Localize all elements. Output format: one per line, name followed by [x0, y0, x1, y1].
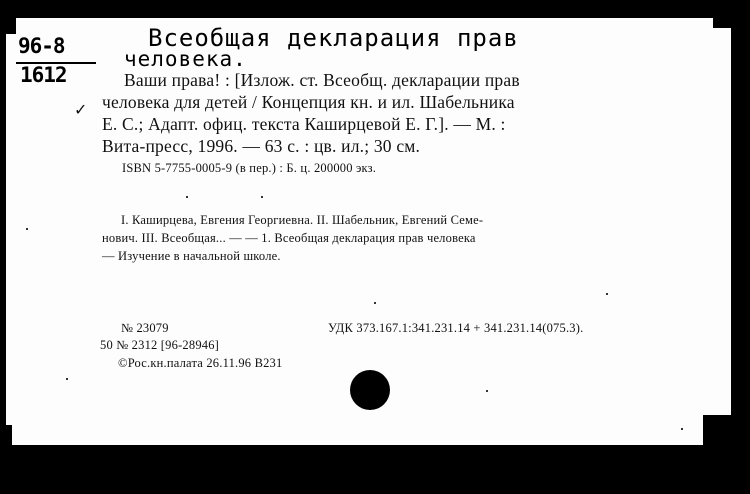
- scan-speck: [26, 228, 28, 230]
- udk-classification: УДК 373.167.1:341.231.14 + 341.231.14(075.3).: [328, 321, 584, 335]
- main-entry-line: Ваши права! : [Излож. ст. Всеобщ. декларации прав: [124, 70, 520, 90]
- catalog-card: [6, 18, 731, 445]
- record-number: № 23079: [121, 321, 169, 335]
- added-entry-line: I. Каширцева, Евгения Георгиевна. II. Шабельник, Евгений Семе-: [121, 213, 484, 227]
- scan-speck: [66, 378, 68, 380]
- scan-speck: [486, 390, 488, 392]
- scan-edge: [713, 18, 731, 28]
- handwritten-title-line1: Всеобщая декларация прав: [148, 24, 519, 52]
- main-entry-line: Е. С.; Адапт. офиц. текста Каширцевой Е. Г.]. — М. :: [102, 114, 506, 134]
- check-icon: ✓: [74, 100, 88, 119]
- call-number-bottom: 1612: [20, 63, 67, 87]
- scan-edge: [703, 415, 731, 445]
- call-number-top: 96-8: [18, 34, 65, 58]
- main-entry-line: человека для детей / Концепция кн. и ил. Шабельника: [102, 92, 515, 112]
- scan-speck: [606, 293, 608, 295]
- scan-speck: [261, 196, 263, 198]
- isbn-line: ISBN 5-7755-0005-9 (в пер.) : Б. ц. 200000 экз.: [122, 161, 377, 175]
- scan-speck: [186, 196, 188, 198]
- scan-speck: [374, 302, 376, 304]
- scan-speck: [681, 428, 683, 430]
- added-entry-line: — Изучение в начальной школе.: [102, 249, 281, 263]
- scan-edge: [6, 18, 16, 34]
- handwritten-title-line2: человека.: [124, 47, 247, 71]
- punch-hole: [350, 370, 390, 410]
- record-number-2: 50 № 2312 [96-28946]: [100, 338, 220, 352]
- main-entry-line: Вита-пресс, 1996. — 63 с. : цв. ил.; 30 см.: [102, 136, 421, 156]
- chamber-stamp: ©Рос.кн.палата 26.11.96 В231: [118, 356, 283, 370]
- scan-edge: [6, 425, 12, 445]
- added-entry-line: нович. III. Всеобщая... — — 1. Всеобщая декларация прав человека: [102, 231, 476, 245]
